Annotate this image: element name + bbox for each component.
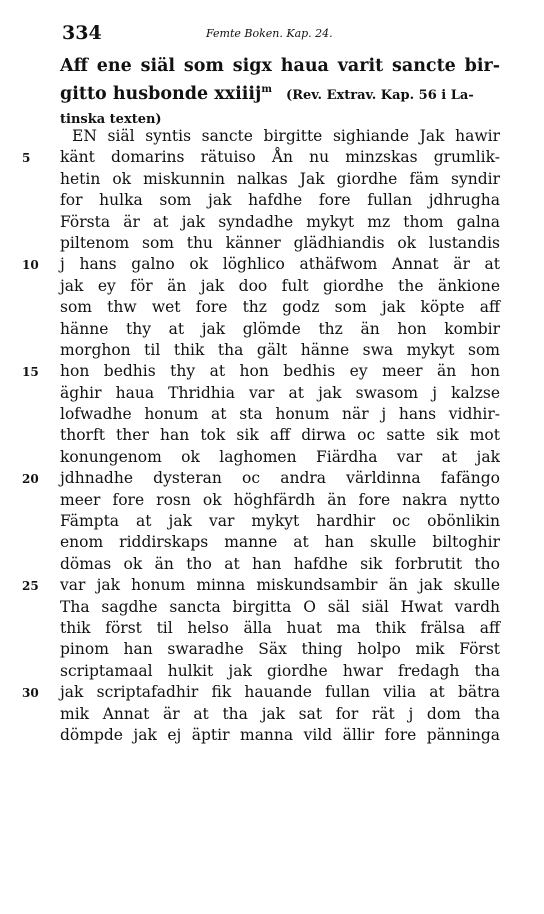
text-line (0, 575, 544, 596)
line-text: piltenom som thu känner glädhiandis ok lustandis (60, 233, 500, 252)
line-text: dömpde jak ej äptir manna vild ällir fore pänninga (60, 725, 500, 744)
text-line (0, 447, 544, 468)
line-text: EN siäl syntis sancte birgitte sighiande Jak hawir (72, 127, 500, 145)
line-text: meer fore rosn ok höghfärdh än fore nakra nytto (60, 490, 500, 509)
line-text: enom riddirskaps manne at han skulle biltoghir (60, 533, 500, 552)
chapter-heading (60, 54, 500, 132)
text-line (0, 319, 544, 340)
text-line (0, 383, 544, 404)
text-line (0, 704, 544, 725)
text-line (0, 532, 544, 553)
heading-line-1: Aff ene siäl som sigx haua varit sancte bir- (60, 56, 500, 76)
line-number: 15 (22, 365, 39, 380)
text-line (0, 468, 544, 489)
line-text: jak scriptafadhir fik hauande fullan vilia at bätra (60, 683, 500, 702)
text-line (0, 297, 544, 318)
heading-line-2 (60, 78, 500, 108)
line-number: 25 (22, 579, 39, 594)
line-text: morghon til thik tha gält hänne swa mykyt som (60, 340, 500, 359)
line-text: känt domarins rätuiso Ån nu minzskas grumlik- (60, 148, 500, 167)
text-line (0, 233, 544, 254)
line-text: äghir haua Thridhia var at jak swasom j kalzse (60, 383, 500, 402)
text-line (0, 126, 544, 147)
line-text: som thw wet fore thz godz som jak köpte aff (60, 298, 500, 317)
text-line (0, 340, 544, 361)
line-text: Första är at jak syndadhe mykyt mz thom galna (60, 212, 500, 231)
line-text: lofwadhe honum at sta honum när j hans vidhir- (60, 405, 500, 424)
heading-reference-note: (Rev. Extrav. Kap. 56 i La- (286, 87, 474, 103)
line-number: 10 (22, 258, 39, 273)
line-text: konungenom ok laghomen Fiärdha var at jak (60, 447, 500, 466)
body-text (0, 126, 544, 746)
line-text: thorft ther han tok sik aff dirwa oc satte sik mot (60, 426, 500, 445)
text-line (0, 254, 544, 275)
line-text: Fämpta at jak var mykyt hardhir oc obönlikin (60, 512, 500, 531)
text-line (0, 490, 544, 511)
line-number: 20 (22, 472, 39, 487)
text-line (0, 425, 544, 446)
line-text: for hulka som jak hafdhe fore fullan jdhrugha (60, 191, 500, 210)
line-number: 5 (22, 151, 31, 166)
text-line (0, 212, 544, 233)
line-text: var jak honum minna miskundsambir än jak skulle (60, 576, 500, 595)
running-head: Femte Boken. Kap. 24. (206, 27, 333, 40)
line-text: hon bedhis thy at hon bedhis ey meer än hon (60, 362, 500, 381)
text-line (0, 147, 544, 168)
text-line (0, 276, 544, 297)
page-number: 334 (62, 22, 102, 44)
line-text: jak ey för än jak doo fult giordhe the änkione (60, 276, 500, 295)
line-text: scriptamaal hulkit jak giordhe hwar fredagh tha (60, 661, 500, 680)
heading-superscript: m (261, 84, 272, 95)
line-text: mik Annat är at tha jak sat for rät j dom tha (60, 704, 500, 723)
line-text: hetin ok miskunnin nalkas Jak giordhe fäm syndir (60, 169, 500, 188)
text-line (0, 169, 544, 190)
text-line (0, 661, 544, 682)
page-header (0, 22, 544, 46)
heading-text: gitto husbonde xxiiij (60, 83, 262, 104)
text-line (0, 639, 544, 660)
text-line (0, 725, 544, 746)
text-line (0, 682, 544, 703)
line-text: dömas ok än tho at han hafdhe sik forbrutit tho (60, 554, 500, 573)
heading-reference-note-continued: tinska texten) (60, 111, 162, 127)
text-line (0, 361, 544, 382)
text-line (0, 618, 544, 639)
text-line (0, 404, 544, 425)
line-text: pinom han swaradhe Säx thing holpo mik Först (60, 640, 500, 659)
line-text: Tha sagdhe sancta birgitta O säl siäl Hwat vardh (60, 597, 500, 616)
line-number: 30 (22, 686, 39, 701)
text-line (0, 190, 544, 211)
line-text: j hans galno ok löghlico athäfwom Annat är at (60, 255, 500, 274)
line-text: thik först til helso älla huat ma thik frälsa aff (60, 618, 500, 637)
text-line (0, 597, 544, 618)
text-line (0, 554, 544, 575)
line-text: jdhnadhe dysteran oc andra världinna fafängo (60, 469, 500, 488)
text-line (0, 511, 544, 532)
line-text: hänne thy at jak glömde thz än hon kombir (60, 319, 500, 338)
